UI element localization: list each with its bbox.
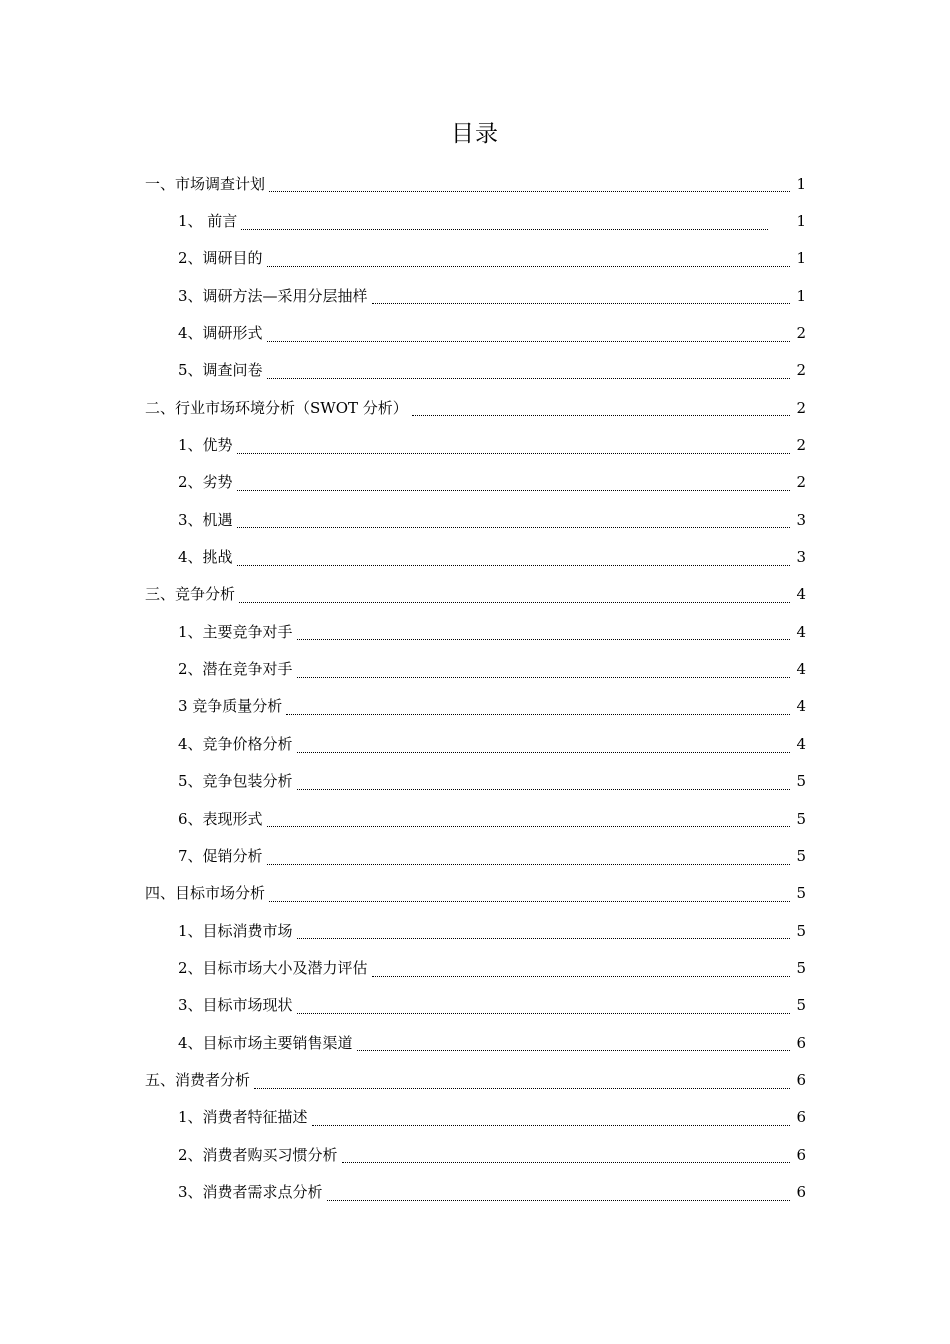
toc-page-number: 6 [796, 1070, 806, 1089]
toc-leader-dots [267, 341, 790, 342]
toc-page-number: 5 [796, 996, 806, 1015]
toc-entry-label: 2、潜在竞争对手 [178, 660, 293, 679]
toc-entry-label: 4、竞争价格分析 [178, 734, 293, 753]
toc-entry-label: 5、竞争包装分析 [178, 772, 293, 791]
toc-entry-3-5[interactable] [0, 763, 950, 800]
toc-entry-label: 3、目标市场现状 [178, 996, 293, 1015]
page-title: 目录 [451, 121, 499, 147]
toc-page-number: 4 [796, 697, 806, 716]
toc-leader-dots [297, 1013, 790, 1014]
toc-entry-2-2[interactable] [0, 464, 950, 501]
toc-leader-dots [327, 1200, 790, 1201]
toc-leader-dots [357, 1050, 790, 1051]
toc-page-number: 2 [796, 324, 806, 343]
toc-page-number: 2 [796, 361, 806, 380]
toc-page-number: 2 [796, 436, 806, 455]
toc-page-number: 4 [796, 585, 806, 604]
toc-leader-dots [297, 938, 790, 939]
toc-page-number: 5 [796, 921, 806, 940]
toc-page-number: 2 [796, 398, 806, 417]
toc-entry-2-1[interactable] [0, 426, 950, 463]
toc-entry-section-4[interactable] [0, 875, 950, 912]
toc-leader-dots [312, 1125, 790, 1126]
toc-leader-dots [372, 303, 790, 304]
toc-entry-1-2[interactable] [0, 240, 950, 277]
toc-entry-3-2[interactable] [0, 650, 950, 687]
toc-entry-3-4[interactable] [0, 725, 950, 762]
toc-entry-label: 三、竞争分析 [145, 585, 236, 604]
toc-page-number: 4 [796, 660, 806, 679]
toc-leader-dots [267, 378, 790, 379]
toc-entry-5-1[interactable] [0, 1099, 950, 1136]
toc-entry-label: 2、调研目的 [178, 249, 263, 268]
toc-entry-section-2[interactable] [0, 389, 950, 426]
toc-entry-label: 1、 前言 [178, 212, 238, 231]
toc-entry-section-3[interactable] [0, 576, 950, 613]
toc-leader-dots [237, 453, 790, 454]
toc-page-number: 3 [796, 548, 806, 567]
toc-page-number: 3 [796, 510, 806, 529]
toc-leader-dots [372, 976, 790, 977]
toc-entry-1-4[interactable] [0, 314, 950, 351]
toc-leader-dots [267, 826, 790, 827]
toc-page-number: 5 [796, 884, 806, 903]
toc-page-number: 6 [796, 1108, 806, 1127]
toc-leader-dots [254, 1088, 790, 1089]
toc-entry-1-1[interactable] [0, 202, 950, 239]
toc-entry-label: 1、优势 [178, 436, 233, 455]
toc-entry-1-5[interactable] [0, 352, 950, 389]
toc-page-number: 6 [796, 1145, 806, 1164]
toc-page-number: 6 [796, 1182, 806, 1201]
toc-entry-5-2[interactable] [0, 1136, 950, 1173]
toc-leader-dots [241, 229, 768, 230]
toc-page-number: 1 [796, 249, 806, 268]
toc-leader-dots [237, 490, 790, 491]
toc-entry-label: 7、促销分析 [178, 846, 263, 865]
toc-entry-label: 2、目标市场大小及潜力评估 [178, 958, 368, 977]
toc-page-number: 5 [796, 958, 806, 977]
toc-entry-label: 3 竞争质量分析 [178, 697, 283, 716]
toc-leader-dots [267, 864, 790, 865]
toc-leader-dots [297, 677, 790, 678]
toc-leader-dots [269, 901, 790, 902]
toc-entry-label: 1、目标消费市场 [178, 921, 293, 940]
toc-entry-label: 3、调研方法—采用分层抽样 [178, 286, 368, 305]
toc-entry-section-5[interactable] [0, 1061, 950, 1098]
toc-entry-label: 二、行业市场环境分析（SWOT 分析） [145, 398, 408, 417]
toc-entry-label: 1、主要竞争对手 [178, 622, 293, 641]
toc-entry-label: 4、调研形式 [178, 324, 263, 343]
toc-leader-dots [267, 266, 790, 267]
toc-entry-3-1[interactable] [0, 613, 950, 650]
toc-entry-label: 五、消费者分析 [145, 1070, 251, 1089]
toc-leader-dots [297, 752, 790, 753]
toc-entry-5-3[interactable] [0, 1173, 950, 1210]
toc-entry-label: 2、劣势 [178, 473, 233, 492]
toc-entry-label: 5、调查问卷 [178, 361, 263, 380]
toc-entry-2-4[interactable] [0, 538, 950, 575]
toc-entry-label: 4、挑战 [178, 548, 233, 567]
toc-page-number: 4 [796, 734, 806, 753]
toc-page-number: 5 [796, 809, 806, 828]
toc-page-number: 1 [796, 286, 806, 305]
toc-entry-4-2[interactable] [0, 949, 950, 986]
toc-entry-label: 2、消费者购买习惯分析 [178, 1145, 338, 1164]
toc-page-number: 5 [796, 846, 806, 865]
toc-page-number: 5 [796, 772, 806, 791]
toc-entry-label: 一、市场调查计划 [145, 174, 266, 193]
toc-entry-label: 3、机遇 [178, 510, 233, 529]
toc-entry-2-3[interactable] [0, 501, 950, 538]
toc-page-number: 6 [796, 1033, 806, 1052]
toc-page-number: 1 [796, 212, 806, 231]
toc-page-number: 1 [796, 174, 806, 193]
toc-entry-label: 3、消费者需求点分析 [178, 1182, 323, 1201]
toc-entry-3-3[interactable] [0, 688, 950, 725]
toc-leader-dots [412, 415, 790, 416]
toc-entry-3-7[interactable] [0, 837, 950, 874]
toc-entry-label: 四、目标市场分析 [145, 884, 266, 903]
toc-leader-dots [239, 602, 790, 603]
toc-page-number: 2 [796, 473, 806, 492]
toc-entry-label: 6、表现形式 [178, 809, 263, 828]
toc-entry-4-1[interactable] [0, 912, 950, 949]
toc-entry-section-1[interactable] [0, 165, 950, 202]
toc-leader-dots [342, 1162, 790, 1163]
toc-entry-label: 1、消费者特征描述 [178, 1108, 308, 1127]
toc-leader-dots [286, 714, 790, 715]
toc-leader-dots [297, 789, 790, 790]
toc-entry-label: 4、目标市场主要销售渠道 [178, 1033, 353, 1052]
toc-leader-dots [297, 639, 790, 640]
toc-entry-3-6[interactable] [0, 800, 950, 837]
toc-leader-dots [237, 527, 790, 528]
toc-leader-dots [269, 191, 790, 192]
toc-page-number: 4 [796, 622, 806, 641]
toc-entry-1-3[interactable] [0, 277, 950, 314]
toc-leader-dots [237, 565, 790, 566]
table-of-contents [0, 165, 950, 1211]
toc-entry-4-3[interactable] [0, 987, 950, 1024]
toc-entry-4-4[interactable] [0, 1024, 950, 1061]
